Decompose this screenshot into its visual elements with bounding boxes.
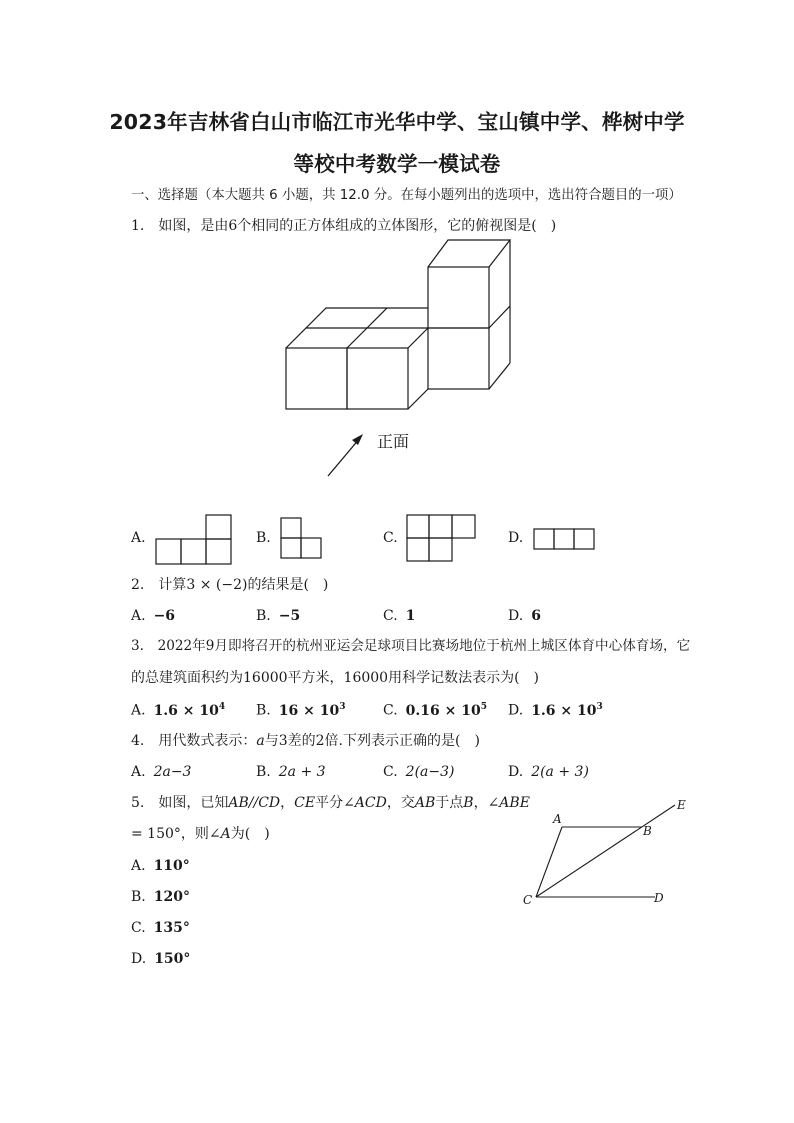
q5-stem-line1: 5. 如图，已知AB//CD，CE平分∠ACD，交AB于点B，∠ABE bbox=[131, 795, 530, 811]
q1-option-c-grid[interactable] bbox=[406, 514, 478, 564]
cube-front-3 bbox=[428, 267, 489, 328]
section-header-choice: 一、选择题（本大题共 6 小题，共 12.0 分。在每小题列出的选项中，选出符合题目的一项） bbox=[131, 188, 682, 203]
point-label-c: C bbox=[523, 893, 533, 907]
cube-front-4 bbox=[428, 328, 489, 389]
q5-option-b[interactable]: B. 120° bbox=[131, 889, 190, 905]
q4-stem: 4. 用代数式表示：a与3差的2倍.下列表示正确的是( ) bbox=[131, 733, 480, 749]
arrow-head-icon bbox=[352, 434, 363, 445]
q1-option-a-letter[interactable]: A. bbox=[131, 530, 146, 546]
q3-option-a[interactable]: A. $1.6 \times 10^4$ bbox=[131, 702, 226, 719]
q1-option-d-grid[interactable] bbox=[533, 528, 597, 552]
front-view-label: 正面 bbox=[377, 432, 410, 451]
q5-option-d[interactable]: D. 150° bbox=[131, 951, 191, 967]
q5-option-a[interactable]: A. 110° bbox=[131, 858, 190, 874]
cube-front-2 bbox=[347, 348, 408, 409]
q2-stem: 2. 计算3 × (−2)的结果是( ) bbox=[131, 577, 329, 593]
q1-option-b-grid[interactable] bbox=[280, 517, 325, 561]
q5-parallel-lines-figure bbox=[510, 790, 710, 915]
q1-option-c-letter[interactable]: C. bbox=[383, 530, 398, 546]
q5-stem-line2: = 150°，则∠A为( ) bbox=[131, 826, 270, 842]
segment-ac bbox=[536, 827, 562, 897]
q1-option-b-letter[interactable]: B. bbox=[256, 530, 271, 546]
exam-title-line1: 2023年吉林省白山市临江市光华中学、宝山镇中学、桦树中学 bbox=[109, 110, 685, 134]
q4-option-a[interactable]: A. 2a−3 bbox=[131, 764, 192, 780]
q3-option-d[interactable]: D. $1.6 \times 10^3$ bbox=[508, 702, 603, 719]
q4-option-c[interactable]: C. 2(a−3) bbox=[383, 764, 455, 780]
q3-stem-line1: 3. 2022年9月即将召开的杭州亚运会足球项目比赛场地位于杭州上城区体育中心体育场，它 bbox=[131, 638, 691, 654]
q4-option-b[interactable]: B. 2a + 3 bbox=[256, 764, 326, 780]
q1-option-d-letter[interactable]: D. bbox=[508, 530, 524, 546]
exam-title-line2: 等校中考数学一模试卷 bbox=[293, 152, 501, 176]
point-label-d: D bbox=[654, 891, 664, 905]
q1-stem: 1. 如图，是由6个相同的正方体组成的立体图形，它的俯视图是( ) bbox=[131, 218, 557, 234]
q3-stem-line2: 的总建筑面积约为16000平方米，16000用科学记数法表示为( ) bbox=[131, 670, 539, 686]
q2-option-c[interactable]: C. 1 bbox=[383, 608, 416, 624]
q5-option-c[interactable]: C. 135° bbox=[131, 920, 190, 936]
q2-option-d[interactable]: D. 6 bbox=[508, 608, 541, 624]
point-label-a: A bbox=[553, 812, 562, 826]
q4-option-d[interactable]: D. 2(a + 3) bbox=[508, 764, 589, 780]
q1-cube-figure bbox=[0, 0, 794, 490]
point-label-e: E bbox=[677, 798, 686, 812]
q3-option-b[interactable]: B. $16 \times 10^3$ bbox=[256, 702, 346, 719]
cube-front-1 bbox=[286, 348, 347, 409]
q1-option-a-grid[interactable] bbox=[155, 514, 235, 566]
point-label-b: B bbox=[643, 824, 652, 838]
q3-option-c[interactable]: C. $0.16 \times 10^5$ bbox=[383, 702, 487, 719]
q2-option-b[interactable]: B. −5 bbox=[256, 608, 301, 624]
q2-option-a[interactable]: A. −6 bbox=[131, 608, 176, 624]
